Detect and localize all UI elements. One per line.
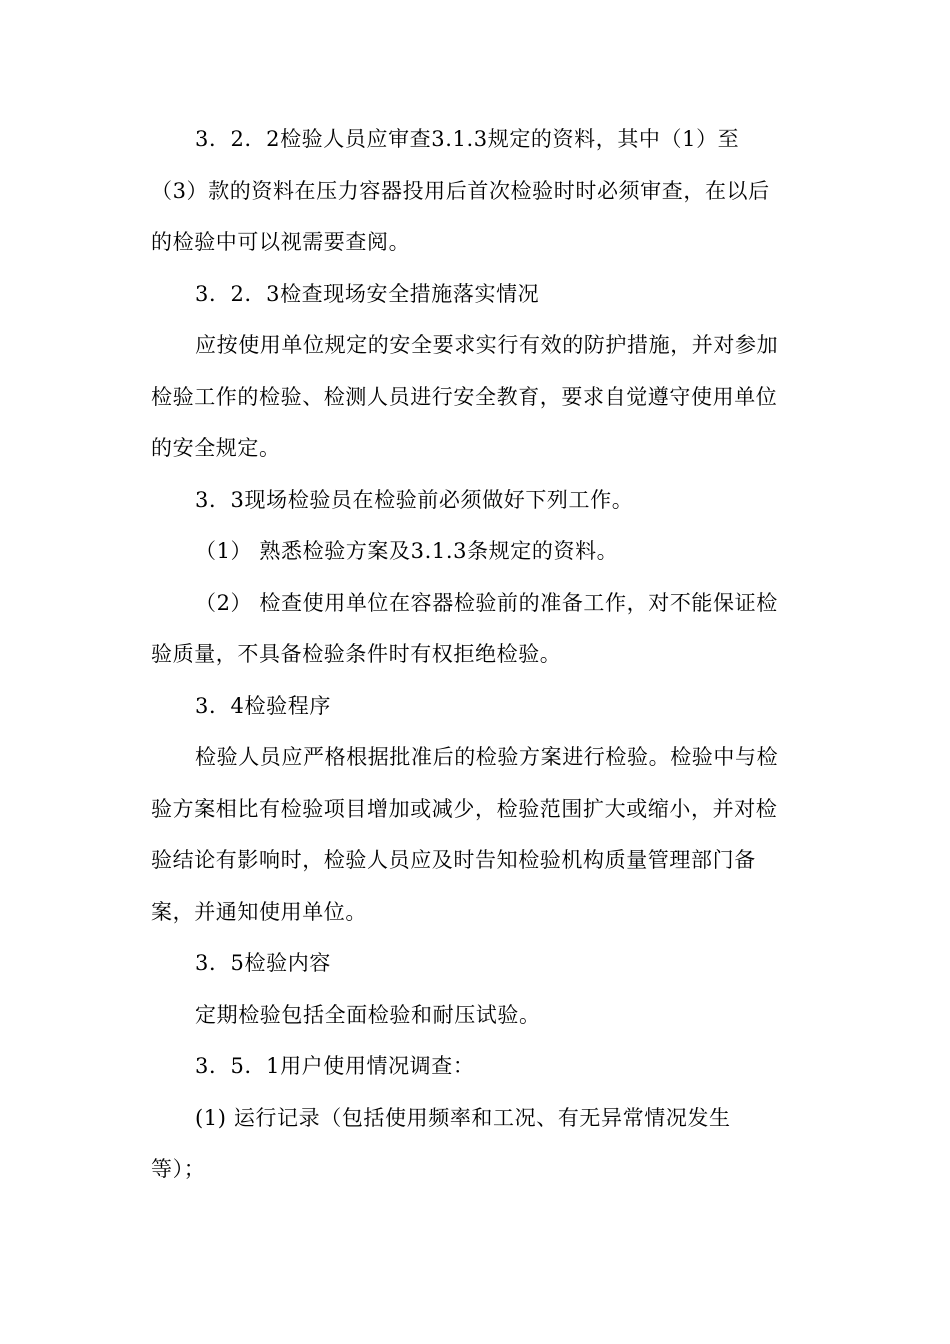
text-line: 检验工作的检验、检测人员进行安全教育，要求自觉遵守使用单位 [151,384,778,409]
text-line: 验质量，不具备检验条件时有权拒绝检验。 [151,642,562,666]
list-item: （2） 检查使用单位在容器检验前的准备工作，对不能保证检 [195,590,778,615]
section-heading: 3．4检验程序 [195,693,331,718]
text-line: （3）款的资料在压力容器投用后首次检验时时必须审查，在以后 [151,178,770,203]
list-item: (1) 运行记录（包括使用频率和工况、有无异常情况发生 [195,1105,731,1130]
list-item: （1） 熟悉检验方案及3.1.3条规定的资料。 [195,539,619,563]
paragraph-procedure [151,732,811,938]
text-line: 案，并通知使用单位。 [151,899,367,924]
section-heading: 3．5检验内容 [195,951,331,975]
text-line: 的检验中可以视需要查阅。 [151,230,411,254]
paragraph-3-2-3 [151,269,811,321]
section-heading: 3．3现场检验员在检验前必须做好下列工作。 [195,487,634,512]
section-heading: 3．2．3检查现场安全措施落实情况 [195,281,540,306]
paragraph-3-5 [151,938,811,990]
text-line: 的安全规定。 [151,436,281,460]
paragraph-3-2-2 [151,114,811,269]
text-line: 3．2．2检验人员应审查3.1.3规定的资料，其中（1）至 [195,127,740,151]
paragraph-safety-measures [151,320,811,475]
text-line: 应按使用单位规定的安全要求实行有效的防护措施，并对参加 [195,333,779,357]
text-line: 定期检验包括全面检验和耐压试验。 [195,1002,541,1027]
section-heading: 3．5．1用户使用情况调查： [195,1054,475,1078]
text-line: 验结论有影响时，检验人员应及时告知检验机构质量管理部门备 [151,848,756,872]
paragraph-3-4 [151,681,811,733]
document-body [151,114,811,1196]
paragraph-3-5-1 [151,1041,811,1093]
paragraph-3-3-item-2 [151,578,811,681]
text-line: 验方案相比有检验项目增加或减少，检验范围扩大或缩小，并对检 [151,796,778,821]
paragraph-3-5-1-item-1 [151,1093,811,1196]
text-line: 等）； [151,1157,206,1181]
text-line: 检验人员应严格根据批准后的检验方案进行检验。检验中与检 [195,745,779,769]
paragraph-3-3-item-1 [151,526,811,578]
paragraph-periodic-inspection [151,990,811,1042]
paragraph-3-3 [151,475,811,527]
